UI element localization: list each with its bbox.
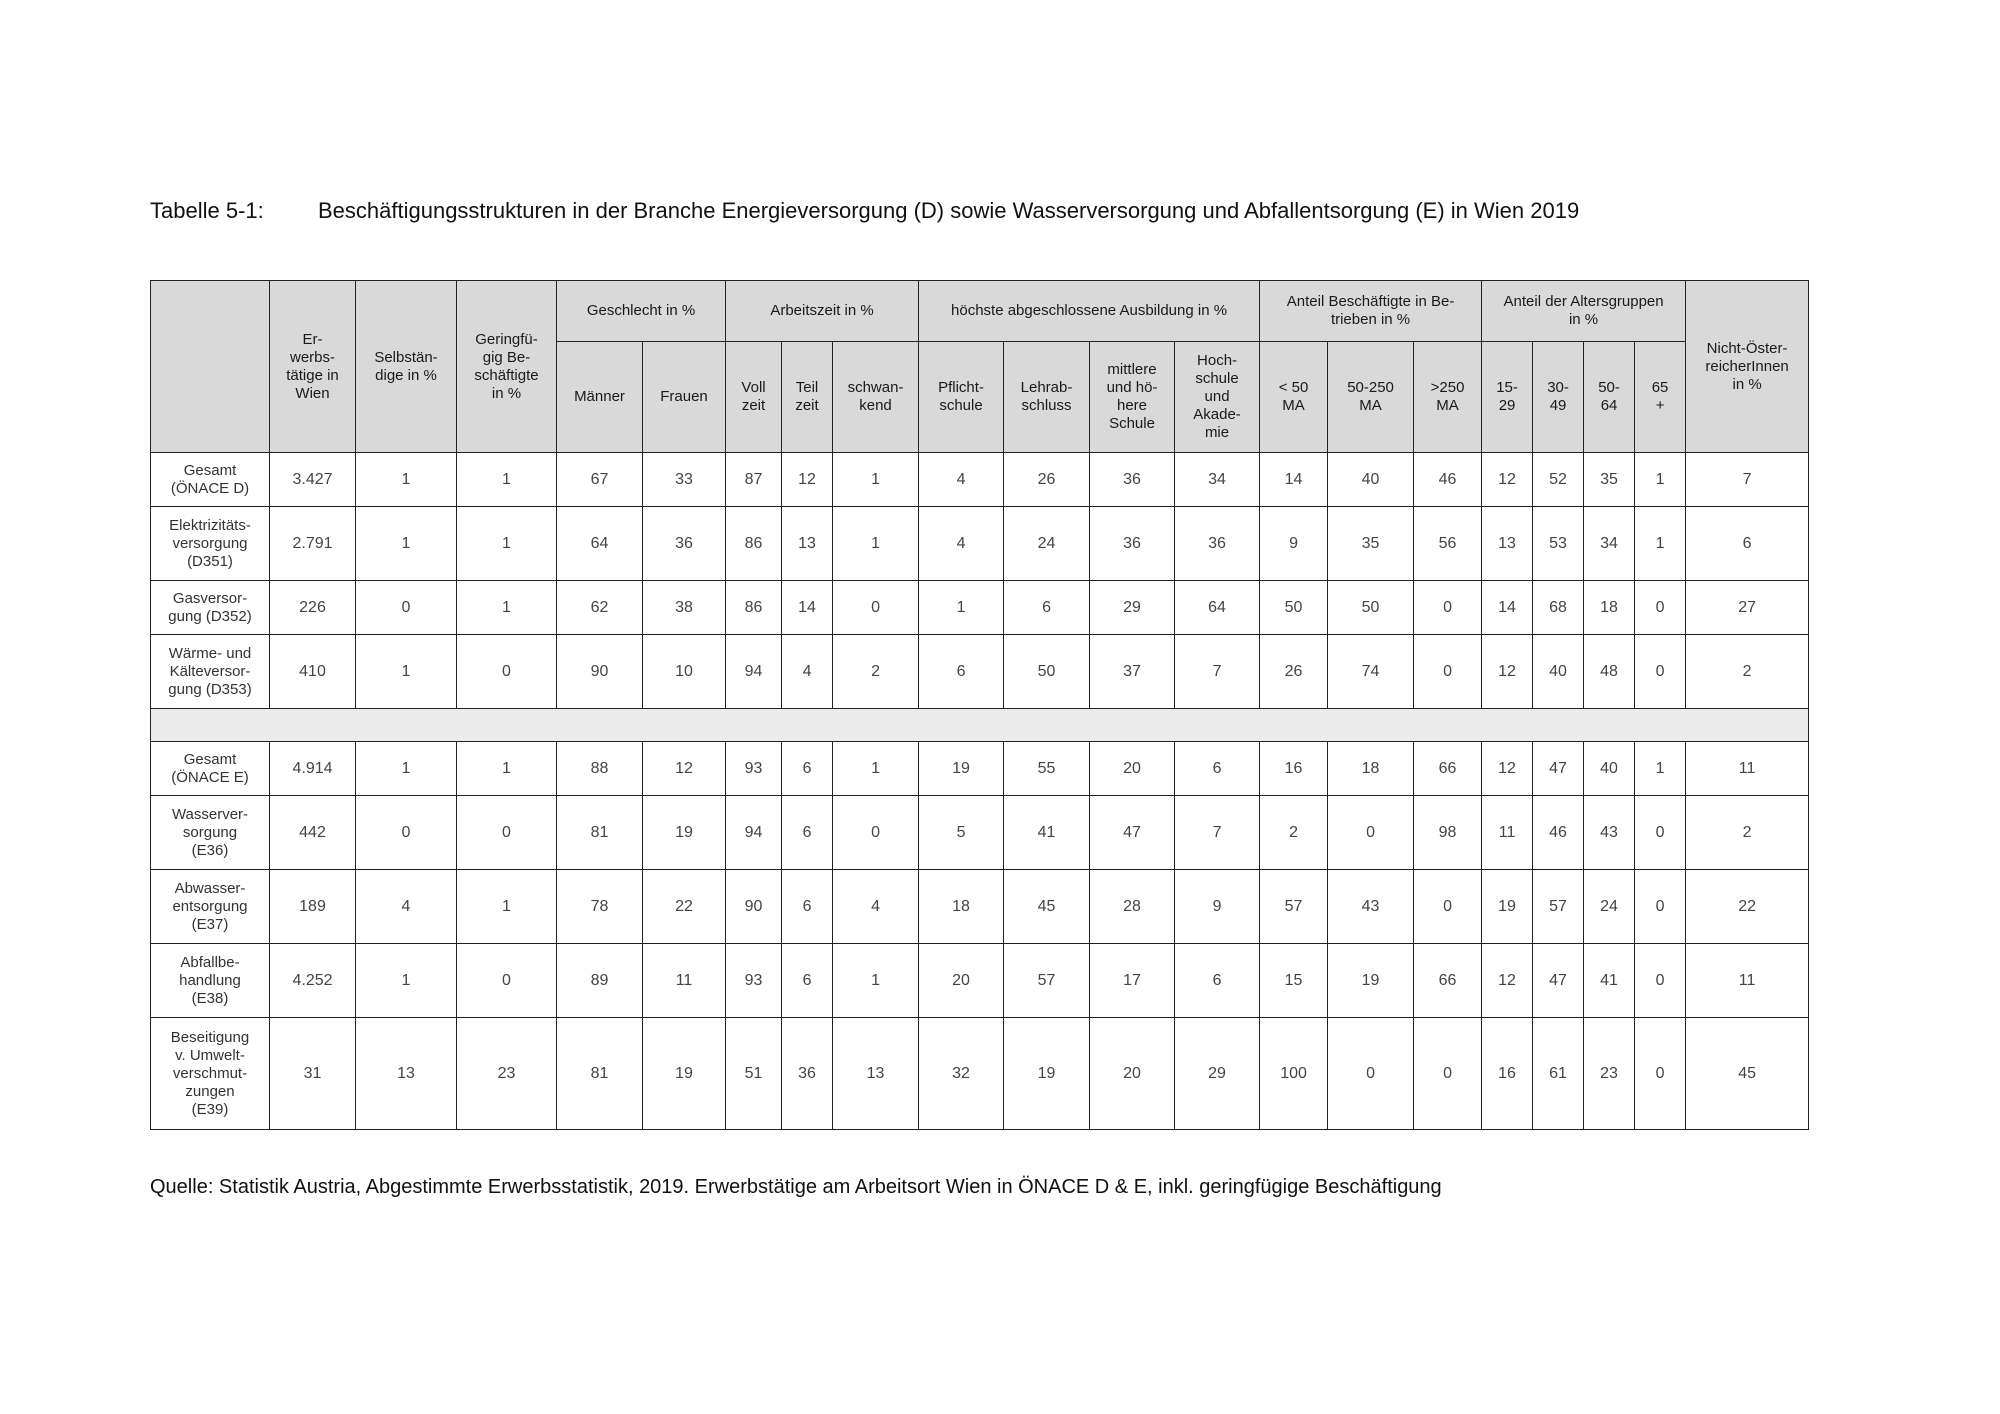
- table-cell: 19: [643, 796, 726, 870]
- header-teilzeit: Teil zeit: [782, 342, 833, 453]
- table-cell: 2: [833, 635, 919, 709]
- table-cell: 1: [833, 507, 919, 581]
- table-cell: 12: [782, 453, 833, 507]
- header-age-50-64: 50- 64: [1584, 342, 1635, 453]
- table-cell: 29: [1090, 581, 1175, 635]
- row-label: Abwasser- entsorgung (E37): [151, 870, 270, 944]
- table-cell: 0: [1635, 635, 1686, 709]
- table-cell: 12: [1482, 453, 1533, 507]
- row-label: Wasserver- sorgung (E36): [151, 796, 270, 870]
- table-cell: 12: [1482, 944, 1533, 1018]
- table-cell: 0: [457, 944, 557, 1018]
- section-separator: [151, 709, 1809, 742]
- table-cell: 26: [1004, 453, 1090, 507]
- row-label: Gesamt (ÖNACE E): [151, 742, 270, 796]
- table-cell: 68: [1533, 581, 1584, 635]
- table-cell: 0: [356, 796, 457, 870]
- table-cell: 2.791: [270, 507, 356, 581]
- table-cell: 6: [1004, 581, 1090, 635]
- table-cell: 47: [1533, 944, 1584, 1018]
- header-ausbildung: höchste abgeschlossene Ausbildung in %: [919, 281, 1260, 342]
- table-cell: 22: [643, 870, 726, 944]
- table-cell: 40: [1533, 635, 1584, 709]
- table-cell: 4.252: [270, 944, 356, 1018]
- table-cell: 0: [1635, 870, 1686, 944]
- table-cell: 19: [1328, 944, 1414, 1018]
- table-cell: 1: [356, 453, 457, 507]
- table-cell: 50: [1004, 635, 1090, 709]
- table-cell: 56: [1414, 507, 1482, 581]
- header-gt250-ma: >250 MA: [1414, 342, 1482, 453]
- table-cell: 13: [356, 1018, 457, 1130]
- employment-structure-table: [150, 280, 1809, 1130]
- table-cell: 1: [833, 453, 919, 507]
- table-cell: 26: [1260, 635, 1328, 709]
- table-cell: 19: [643, 1018, 726, 1130]
- header-geringfuegig: Geringfü- gig Be- schäftigte in %: [457, 281, 557, 453]
- table-cell: 2: [1686, 796, 1809, 870]
- table-cell: 7: [1175, 796, 1260, 870]
- table-cell: 24: [1004, 507, 1090, 581]
- table-cell: 0: [1635, 944, 1686, 1018]
- table-row: [151, 1018, 1809, 1130]
- table-cell: 47: [1533, 742, 1584, 796]
- table-cell: 35: [1328, 507, 1414, 581]
- table-cell: 0: [457, 796, 557, 870]
- table-cell: 0: [1414, 635, 1482, 709]
- table-cell: 86: [726, 581, 782, 635]
- header-pflichtschule: Pflicht- schule: [919, 342, 1004, 453]
- table-cell: 53: [1533, 507, 1584, 581]
- table-cell: 62: [557, 581, 643, 635]
- table-cell: 22: [1686, 870, 1809, 944]
- header-lehrabschluss: Lehrab- schluss: [1004, 342, 1090, 453]
- table-cell: 51: [726, 1018, 782, 1130]
- table-cell: 57: [1533, 870, 1584, 944]
- table-cell: 13: [782, 507, 833, 581]
- header-selbstaendige: Selbstän- dige in %: [356, 281, 457, 453]
- table-cell: 12: [1482, 742, 1533, 796]
- table-cell: 16: [1260, 742, 1328, 796]
- table-cell: 17: [1090, 944, 1175, 1018]
- table-cell: 46: [1533, 796, 1584, 870]
- table-cell: 6: [782, 742, 833, 796]
- table-cell: 6: [782, 944, 833, 1018]
- table-row: [151, 944, 1809, 1018]
- table-cell: 7: [1686, 453, 1809, 507]
- table-cell: 1: [457, 870, 557, 944]
- table-cell: 38: [643, 581, 726, 635]
- table-cell: 16: [1482, 1018, 1533, 1130]
- table-cell: 9: [1175, 870, 1260, 944]
- table-cell: 40: [1584, 742, 1635, 796]
- table-cell: 23: [457, 1018, 557, 1130]
- table-cell: 64: [1175, 581, 1260, 635]
- table-cell: 0: [1414, 1018, 1482, 1130]
- section-e-rows: [151, 742, 1809, 1130]
- header-vollzeit: Voll zeit: [726, 342, 782, 453]
- row-label: Abfallbe- handlung (E38): [151, 944, 270, 1018]
- row-label: Beseitigung v. Umwelt- verschmut- zungen (E39): [151, 1018, 270, 1130]
- table-cell: 0: [1328, 796, 1414, 870]
- table-cell: 6: [782, 870, 833, 944]
- header-arbeitszeit: Arbeitszeit in %: [726, 281, 919, 342]
- table-cell: 15: [1260, 944, 1328, 1018]
- table-cell: 29: [1175, 1018, 1260, 1130]
- table-cell: 66: [1414, 742, 1482, 796]
- table-cell: 98: [1414, 796, 1482, 870]
- table-cell: 12: [1482, 635, 1533, 709]
- separator-row: [151, 709, 1809, 742]
- table-cell: 6: [782, 796, 833, 870]
- table-cell: 24: [1584, 870, 1635, 944]
- table-cell: 23: [1584, 1018, 1635, 1130]
- header-50-250-ma: 50-250 MA: [1328, 342, 1414, 453]
- table-cell: 48: [1584, 635, 1635, 709]
- table-cell: 4: [919, 453, 1004, 507]
- table-cell: 64: [557, 507, 643, 581]
- table-cell: 7: [1175, 635, 1260, 709]
- table-cell: 0: [1635, 581, 1686, 635]
- table-cell: 47: [1090, 796, 1175, 870]
- table-cell: 19: [919, 742, 1004, 796]
- section-d-rows: [151, 453, 1809, 709]
- table-cell: 18: [919, 870, 1004, 944]
- table-cell: 4: [356, 870, 457, 944]
- table-cell: 5: [919, 796, 1004, 870]
- table-cell: 33: [643, 453, 726, 507]
- table-cell: 55: [1004, 742, 1090, 796]
- header-schwankend: schwan- kend: [833, 342, 919, 453]
- table-cell: 11: [1686, 742, 1809, 796]
- table-cell: 45: [1004, 870, 1090, 944]
- table-cell: 31: [270, 1018, 356, 1130]
- header-maenner: Männer: [557, 342, 643, 453]
- table-cell: 43: [1584, 796, 1635, 870]
- table-cell: 11: [1482, 796, 1533, 870]
- table-cell: 20: [1090, 1018, 1175, 1130]
- header-erwerbstaetige: Er- werbs- tätige in Wien: [270, 281, 356, 453]
- table-cell: 32: [919, 1018, 1004, 1130]
- header-empty-cell: [151, 281, 270, 453]
- table-cell: 10: [643, 635, 726, 709]
- row-label: Gasversor- gung (D352): [151, 581, 270, 635]
- table-row: [151, 796, 1809, 870]
- table-cell: 18: [1328, 742, 1414, 796]
- table-cell: 1: [1635, 507, 1686, 581]
- header-age-30-49: 30- 49: [1533, 342, 1584, 453]
- table-cell: 1: [919, 581, 1004, 635]
- source-note: Quelle: Statistik Austria, Abgestimmte Erwerbsstatistik, 2019. Erwerbstätige am Arbeitsort Wien in ÖNACE D & E, inkl. geringfügige Beschäftigung: [150, 1176, 1442, 1198]
- table-cell: 6: [919, 635, 1004, 709]
- table-cell: 50: [1260, 581, 1328, 635]
- table-row: [151, 581, 1809, 635]
- table-cell: 36: [1090, 453, 1175, 507]
- table-cell: 36: [643, 507, 726, 581]
- table-cell: 57: [1260, 870, 1328, 944]
- table-cell: 14: [782, 581, 833, 635]
- table-cell: 52: [1533, 453, 1584, 507]
- table-cell: 1: [457, 581, 557, 635]
- header-lt50-ma: < 50 MA: [1260, 342, 1328, 453]
- table-cell: 81: [557, 796, 643, 870]
- table-cell: 4: [782, 635, 833, 709]
- table-cell: 35: [1584, 453, 1635, 507]
- table-cell: 0: [833, 796, 919, 870]
- table-cell: 3.427: [270, 453, 356, 507]
- table-cell: 1: [1635, 742, 1686, 796]
- table-cell: 1: [356, 507, 457, 581]
- table-cell: 41: [1584, 944, 1635, 1018]
- header-frauen: Frauen: [643, 342, 726, 453]
- separator-cell: [151, 709, 1809, 742]
- table-cell: 0: [1635, 1018, 1686, 1130]
- table-row: [151, 453, 1809, 507]
- table-cell: 2: [1260, 796, 1328, 870]
- table-cell: 93: [726, 944, 782, 1018]
- table-cell: 46: [1414, 453, 1482, 507]
- table-cell: 0: [356, 581, 457, 635]
- table-cell: 2: [1686, 635, 1809, 709]
- table-cell: 34: [1175, 453, 1260, 507]
- table-caption: [150, 198, 1579, 224]
- header-hochschule: Hoch- schule und Akade- mie: [1175, 342, 1260, 453]
- table-cell: 20: [919, 944, 1004, 1018]
- table-cell: 1: [356, 742, 457, 796]
- table-cell: 1: [833, 742, 919, 796]
- table-cell: 67: [557, 453, 643, 507]
- table-cell: 226: [270, 581, 356, 635]
- table-cell: 45: [1686, 1018, 1809, 1130]
- table-cell: 94: [726, 796, 782, 870]
- table-cell: 61: [1533, 1018, 1584, 1130]
- table-cell: 57: [1004, 944, 1090, 1018]
- table-cell: 13: [1482, 507, 1533, 581]
- header-geschlecht: Geschlecht in %: [557, 281, 726, 342]
- table-cell: 94: [726, 635, 782, 709]
- table-cell: 100: [1260, 1018, 1328, 1130]
- table-cell: 13: [833, 1018, 919, 1130]
- table-cell: 9: [1260, 507, 1328, 581]
- table-cell: 410: [270, 635, 356, 709]
- table-cell: 12: [643, 742, 726, 796]
- table-cell: 1: [356, 635, 457, 709]
- table-cell: 88: [557, 742, 643, 796]
- table-cell: 89: [557, 944, 643, 1018]
- table-cell: 1: [833, 944, 919, 1018]
- table-cell: 0: [457, 635, 557, 709]
- table-cell: 28: [1090, 870, 1175, 944]
- table-cell: 27: [1686, 581, 1809, 635]
- table-cell: 0: [1635, 796, 1686, 870]
- table-number: Tabelle 5-1:: [150, 198, 264, 223]
- header-altersgruppen: Anteil der Altersgruppen in %: [1482, 281, 1686, 342]
- table-cell: 19: [1004, 1018, 1090, 1130]
- table-cell: 41: [1004, 796, 1090, 870]
- table-cell: 86: [726, 507, 782, 581]
- table-row: [151, 635, 1809, 709]
- table-cell: 11: [1686, 944, 1809, 1018]
- table-cell: 20: [1090, 742, 1175, 796]
- row-label: Wärme- und Kälteversor- gung (D353): [151, 635, 270, 709]
- table-cell: 0: [1328, 1018, 1414, 1130]
- table-cell: 6: [1175, 742, 1260, 796]
- table-cell: 1: [356, 944, 457, 1018]
- table-cell: 90: [557, 635, 643, 709]
- table-cell: 87: [726, 453, 782, 507]
- header-nicht-oesterreicher: Nicht-Öster- reicherInnen in %: [1686, 281, 1809, 453]
- table-row: [151, 742, 1809, 796]
- table-cell: 4: [833, 870, 919, 944]
- table-cell: 36: [1175, 507, 1260, 581]
- table-row: [151, 507, 1809, 581]
- table-cell: 34: [1584, 507, 1635, 581]
- table-cell: 36: [1090, 507, 1175, 581]
- table-cell: 442: [270, 796, 356, 870]
- table-cell: 43: [1328, 870, 1414, 944]
- table-cell: 78: [557, 870, 643, 944]
- table-cell: 81: [557, 1018, 643, 1130]
- table-cell: 189: [270, 870, 356, 944]
- table-cell: 66: [1414, 944, 1482, 1018]
- table-cell: 0: [1414, 870, 1482, 944]
- table-cell: 0: [833, 581, 919, 635]
- table-cell: 37: [1090, 635, 1175, 709]
- row-label: Gesamt (ÖNACE D): [151, 453, 270, 507]
- table-cell: 1: [457, 453, 557, 507]
- table-cell: 6: [1175, 944, 1260, 1018]
- table-cell: 90: [726, 870, 782, 944]
- table-cell: 40: [1328, 453, 1414, 507]
- table-cell: 74: [1328, 635, 1414, 709]
- table-cell: 18: [1584, 581, 1635, 635]
- header-betriebe: Anteil Beschäftigte in Be- trieben in %: [1260, 281, 1482, 342]
- table-cell: 93: [726, 742, 782, 796]
- table-cell: 4.914: [270, 742, 356, 796]
- table-cell: 4: [919, 507, 1004, 581]
- table-row: [151, 870, 1809, 944]
- table-cell: 36: [782, 1018, 833, 1130]
- table-cell: 0: [1414, 581, 1482, 635]
- table-cell: 6: [1686, 507, 1809, 581]
- table-cell: 14: [1260, 453, 1328, 507]
- table-cell: 14: [1482, 581, 1533, 635]
- table-cell: 1: [1635, 453, 1686, 507]
- table-cell: 1: [457, 742, 557, 796]
- table-cell: 1: [457, 507, 557, 581]
- table-cell: 50: [1328, 581, 1414, 635]
- row-label: Elektrizitäts- versorgung (D351): [151, 507, 270, 581]
- table-cell: 11: [643, 944, 726, 1018]
- header-age-65-plus: 65 +: [1635, 342, 1686, 453]
- table-title: Beschäftigungsstrukturen in der Branche Energieversorgung (D) sowie Wasserversorgung und Abfallentsorgung (E) in Wien 2019: [318, 198, 1580, 223]
- header-age-15-29: 15- 29: [1482, 342, 1533, 453]
- header-mittlere-schule: mittlere und hö- here Schule: [1090, 342, 1175, 453]
- table-cell: 19: [1482, 870, 1533, 944]
